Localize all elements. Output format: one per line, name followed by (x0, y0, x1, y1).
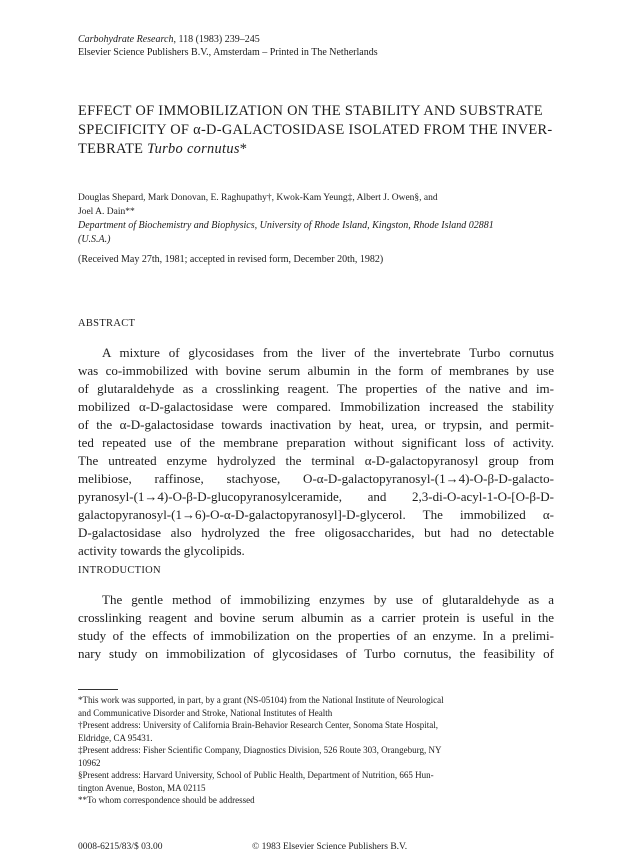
footnote-line: 10962 (78, 757, 101, 768)
journal-name: Carbohydrate Research (78, 34, 174, 45)
footnote-line: §Present address: Harvard University, School of Public Health, Department of Nutrition, 665 Hun- (78, 770, 434, 780)
footnote-line: ‡Present address: Fisher Scientific Company, Diagnostics Division, 526 Route 303, Orangeburg, NY (78, 745, 442, 755)
author-list (78, 191, 578, 219)
title-line-3-plain: TEBRATE (78, 141, 148, 157)
abstract-line: mobilized α-D-galactosidase were compared. Immobilization increased the stability (78, 399, 554, 414)
abstract-line: was co-immobilized with bovine serum albumin in the form of membranes by use (78, 363, 554, 378)
issn-code: 0008-6215/83/$ 03.00 (78, 842, 163, 852)
article-title (78, 102, 578, 159)
introduction-line: crosslinking reagent and bovine serum albumin as a carrier protein is useful in the (78, 610, 554, 625)
abstract-line: activity towards the glycolipids. (78, 543, 245, 558)
abstract-line: ted repeated use of the membrane preparation without significant loss of activity. (78, 435, 554, 450)
title-line-3 (78, 140, 578, 159)
journal-volume-pages: , 118 (1983) 239–245 (173, 34, 260, 45)
authors-line-1: Douglas Shepard, Mark Donovan, E. Raghupathy†, Kwok-Kam Yeung‡, Albert J. Owen§, and (78, 193, 438, 203)
footnote-line: †Present address: University of California Brain-Behavior Research Center, Sonoma State Hospital, (78, 720, 439, 730)
title-line-1: EFFECT OF IMMOBILIZATION ON THE STABILITY AND SUBSTRATE (78, 103, 543, 119)
introduction-line: study of the effects of immobilization on the properties of an enzyme. In a prelimi- (78, 628, 554, 643)
authors-line-2: Joel A. Dain** (78, 207, 135, 217)
title-line-2: SPECIFICITY OF α-D-GALACTOSIDASE ISOLATED FROM THE INVER- (78, 122, 553, 138)
abstract-line: galactopyranosyl-(1→6)-O-α-D-galactopyranosyl]-D-glycerol. The immobilized α- (78, 507, 554, 522)
footnote-line: Eldridge, CA 95431. (78, 732, 153, 743)
abstract-heading: ABSTRACT (78, 318, 136, 329)
footnote-rule (78, 689, 118, 690)
affiliation-line-2: (U.S.A.) (78, 234, 111, 245)
publisher-line: Elsevier Science Publishers B.V., Amsterdam – Printed in The Netherlands (78, 47, 378, 58)
introduction-heading: INTRODUCTION (78, 565, 161, 576)
affiliation-line-1: Department of Biochemistry and Biophysics, University of Rhode Island, Kingston, Rhode Island 02881 (78, 220, 494, 231)
title-footnote-mark: * (239, 141, 248, 157)
journal-header (78, 33, 378, 59)
footnote-line: and Communicative Disorder and Stroke, National Institutes of Health (78, 707, 333, 718)
title-species: Turbo cornutus (147, 141, 240, 157)
affiliation (78, 219, 578, 247)
footnote-line: tington Avenue, Boston, MA 02115 (78, 782, 206, 793)
introduction-line: nary study on immobilization of glycosidases of Turbo cornutus, the feasibility of (78, 646, 554, 661)
abstract-line: pyranosyl-(1→4)-O-β-D-glucopyranosylceramide, and 2,3-di-O-acyl-1-O-[O-β-D- (78, 489, 554, 504)
abstract-body (78, 344, 554, 560)
abstract-line: D-galactosidase also hydrolyzed the free oligosaccharides, but had no detectable (78, 525, 554, 540)
received-dates: (Received May 27th, 1981; accepted in revised form, December 20th, 1982) (78, 254, 384, 265)
copyright-notice: © 1983 Elsevier Science Publishers B.V. (252, 842, 408, 852)
footnotes (78, 694, 558, 807)
introduction-line: The gentle method of immobilizing enzymes by use of glutaraldehyde as a (102, 592, 554, 607)
journal-citation (78, 33, 378, 46)
footnote-line: *This work was supported, in part, by a grant (NS-05104) from the National Institute of Neurological (78, 695, 444, 705)
abstract-line: melibiose, raffinose, stachyose, O-α-D-galactopyranosyl-(1→4)-O-β-D-galacto- (78, 471, 554, 486)
abstract-line: of glutaraldehyde as a crosslinking reagent. The properties of the native and im- (78, 381, 554, 396)
footnote-line: **To whom correspondence should be addressed (78, 795, 255, 805)
abstract-line: of the α-D-galactosidase towards inactivation by heat, urea, or trypsin, and permit- (78, 417, 554, 432)
introduction-body (78, 591, 554, 663)
abstract-line: The untreated enzyme hydrolyzed the terminal α-D-galactopyranosyl group from (78, 453, 554, 468)
abstract-line: A mixture of glycosidases from the liver of the invertebrate Turbo cornutus (102, 345, 554, 360)
